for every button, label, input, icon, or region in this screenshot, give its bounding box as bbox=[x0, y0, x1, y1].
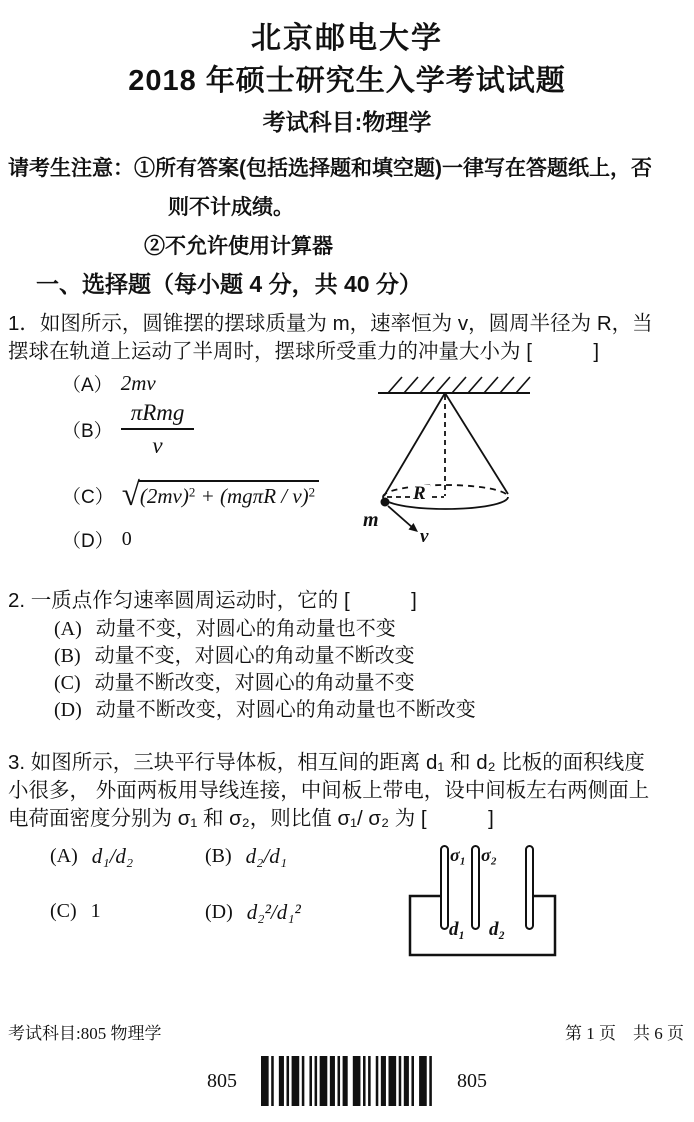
barcode-row bbox=[0, 1056, 694, 1106]
q1-line-1: 1．如图所示，圆锥摆的摆球质量为 m，速率恒为 v，圆周半径为 R，当 bbox=[8, 312, 653, 335]
notice-line-2: 则不计成绩。 bbox=[168, 196, 294, 219]
radicand: $(2mv)^2 + (mg\pi R / v)^2$ bbox=[138, 480, 319, 509]
q3-option-a: (A) d₁/d₂ bbox=[50, 844, 134, 868]
velocity-arrow bbox=[388, 506, 413, 528]
subject-line: 考试科目:物理学 bbox=[262, 109, 432, 135]
q2-option-d: (D) 动量不断改变，对圆心的角动量也不断改变 bbox=[54, 699, 476, 721]
barcode bbox=[261, 1056, 433, 1106]
footer-subject: 考试科目:805 物理学 bbox=[8, 1024, 162, 1043]
q3-figure-parallel-plates bbox=[405, 840, 565, 965]
barcode-number-left: 805 bbox=[207, 1069, 237, 1092]
university-title: 北京邮电大学 bbox=[251, 22, 443, 55]
q1-option-d bbox=[62, 526, 132, 553]
fraction-numerator: πRmg bbox=[121, 400, 195, 430]
fraction-denominator: v bbox=[152, 433, 163, 458]
q3-option-d: (D) d₂²/d₁² bbox=[205, 900, 301, 924]
q2-line-1: 2. 一质点作匀速率圆周运动时，它的 [ ] bbox=[8, 589, 417, 612]
q3-line-1: 3. 如图所示，三块平行导体板，相互间的距离 d₁ 和 d₂ 比板的面积线度 bbox=[8, 751, 645, 774]
q1-option-b-label: （B） bbox=[62, 421, 113, 442]
section-heading: 一、选择题（每小题 4 分，共 40 分） bbox=[36, 271, 422, 297]
q3-line-3: 电荷面密度分别为 σ₁ 和 σ₂，则比值 σ₁/ σ₂ 为 [ ] bbox=[8, 807, 494, 830]
q1-option-a-value: 2mv bbox=[120, 371, 156, 395]
ceiling-hatching bbox=[378, 377, 530, 393]
q1-figure-conical-pendulum bbox=[358, 368, 548, 553]
q1-option-b-fraction bbox=[121, 400, 195, 459]
q1-line-2: 摆球在轨道上运动了半周时，摆球所受重力的冲量大小为 [ ] bbox=[8, 340, 600, 363]
q3-option-d-value: d₂²/d₁² bbox=[246, 900, 301, 924]
q2-option-b: (B) 动量不变，对圆心的角动量不断改变 bbox=[54, 645, 415, 667]
barcode-bars bbox=[261, 1056, 432, 1106]
radius-label: R bbox=[413, 483, 426, 504]
q1-option-d-value: 0 bbox=[121, 528, 132, 550]
left-plate bbox=[441, 846, 448, 929]
q1-option-d-label: （D） bbox=[62, 531, 114, 552]
notice-line-1: 请考生注意：①所有答案(包括选择题和填空题)一律写在答题纸上，否 bbox=[8, 157, 652, 180]
mass-label: m bbox=[363, 509, 379, 531]
middle-plate bbox=[472, 846, 479, 929]
sigma2-label: σ₂ bbox=[481, 845, 497, 865]
pendulum-ball bbox=[381, 498, 390, 507]
q1-option-c-formula bbox=[121, 477, 319, 513]
cone-outline bbox=[383, 393, 508, 509]
q3-option-a-value: d₁/d₂ bbox=[91, 844, 134, 868]
q1-option-c bbox=[62, 477, 319, 513]
velocity-label: v⃗ bbox=[420, 526, 444, 547]
q1-option-c-label: （C） bbox=[62, 486, 114, 508]
footer-page-info: 第 1 页 共 6 页 bbox=[565, 1024, 684, 1043]
q3-option-b-value: d₂/d₁ bbox=[245, 844, 288, 868]
notice-line-3: ②不允许使用计算器 bbox=[144, 235, 333, 258]
q3-option-c-value: 1 bbox=[90, 900, 101, 922]
q3-option-b: (B) d₂/d₁ bbox=[205, 844, 288, 868]
q1-option-a-label: （A） bbox=[62, 375, 113, 396]
d1-label: d₁ bbox=[449, 919, 466, 940]
d2-label: d₂ bbox=[489, 919, 506, 940]
q3-line-2: 小很多， 外面两板用导线连接，中间板上带电，设中间板左右两侧面上 bbox=[8, 779, 650, 802]
radical-sign: √ bbox=[121, 477, 140, 513]
q2-option-c: (C) 动量不断改变，对圆心的角动量不变 bbox=[54, 672, 415, 694]
q2-option-a: (A) 动量不变，对圆心的角动量也不变 bbox=[54, 618, 396, 640]
barcode-number-right: 805 bbox=[457, 1069, 487, 1092]
q3-option-c: (C) 1 bbox=[50, 900, 101, 922]
q1-option-b bbox=[62, 400, 194, 459]
exam-title: 2018 年硕士研究生入学考试试题 bbox=[128, 65, 566, 97]
right-plate bbox=[526, 846, 533, 929]
q1-option-a bbox=[62, 370, 156, 397]
sigma1-label: σ₁ bbox=[450, 845, 466, 865]
